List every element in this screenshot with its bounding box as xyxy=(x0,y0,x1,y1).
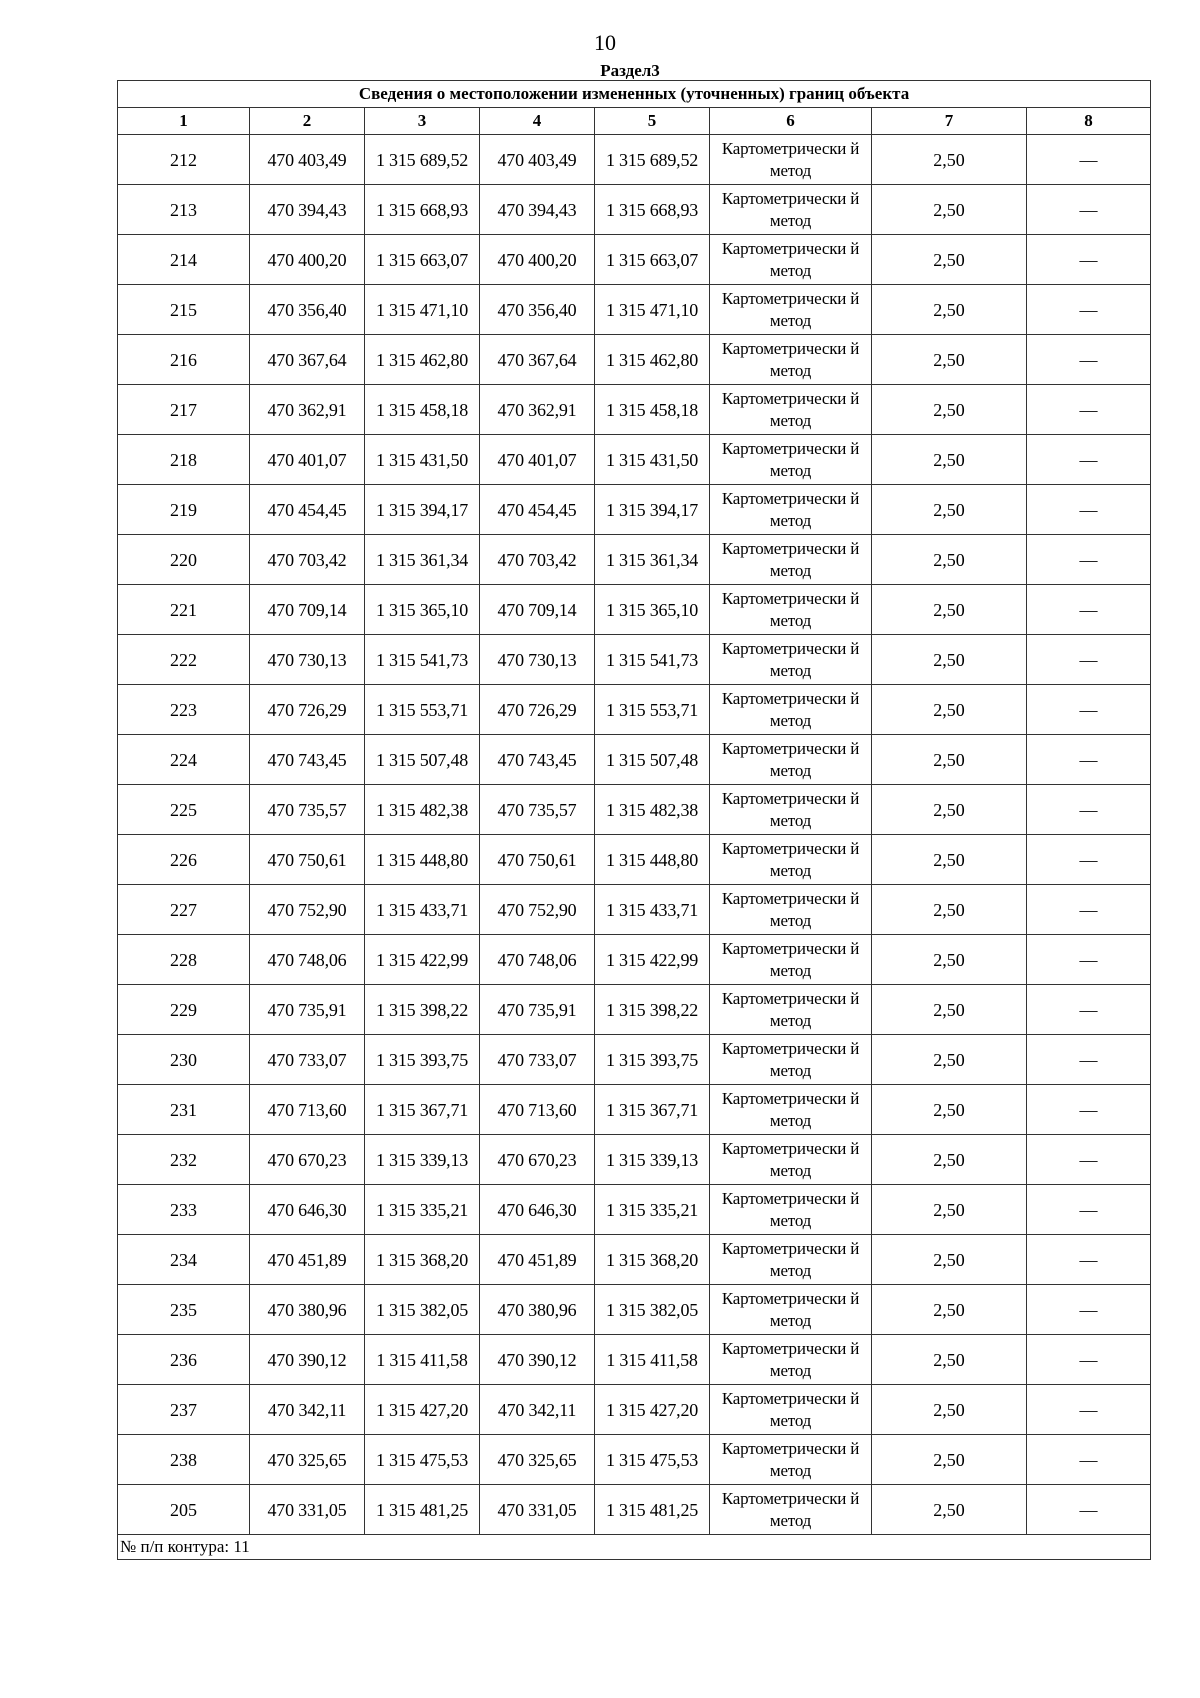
table-row xyxy=(118,435,1151,485)
method-cell: Картометрически й метод xyxy=(710,735,872,785)
description-cell: — xyxy=(1027,485,1151,535)
contour-number-label: № п/п контура: 11 xyxy=(118,1535,1151,1560)
x-existing-cell: 470 390,12 xyxy=(250,1335,365,1385)
y-existing-cell: 1 315 339,13 xyxy=(365,1135,480,1185)
description-cell: — xyxy=(1027,1235,1151,1285)
description-cell: — xyxy=(1027,685,1151,735)
x-new-cell: 470 394,43 xyxy=(480,185,595,235)
method-cell: Картометрически й метод xyxy=(710,1385,872,1435)
accuracy-cell: 2,50 xyxy=(872,835,1027,885)
x-new-cell: 470 735,57 xyxy=(480,785,595,835)
y-existing-cell: 1 315 335,21 xyxy=(365,1185,480,1235)
method-cell: Картометрически й метод xyxy=(710,1135,872,1185)
accuracy-cell: 2,50 xyxy=(872,1035,1027,1085)
point-number-cell: 235 xyxy=(118,1285,250,1335)
description-cell: — xyxy=(1027,135,1151,185)
x-existing-cell: 470 750,61 xyxy=(250,835,365,885)
description-cell: — xyxy=(1027,1085,1151,1135)
point-number-cell: 221 xyxy=(118,585,250,635)
point-number-cell: 231 xyxy=(118,1085,250,1135)
description-cell: — xyxy=(1027,1035,1151,1085)
y-new-cell: 1 315 471,10 xyxy=(595,285,710,335)
accuracy-cell: 2,50 xyxy=(872,1335,1027,1385)
point-number-cell: 217 xyxy=(118,385,250,435)
x-existing-cell: 470 646,30 xyxy=(250,1185,365,1235)
y-new-cell: 1 315 361,34 xyxy=(595,535,710,585)
description-cell: — xyxy=(1027,235,1151,285)
x-new-cell: 470 454,45 xyxy=(480,485,595,535)
y-existing-cell: 1 315 393,75 xyxy=(365,1035,480,1085)
x-existing-cell: 470 400,20 xyxy=(250,235,365,285)
y-existing-cell: 1 315 481,25 xyxy=(365,1485,480,1535)
x-new-cell: 470 331,05 xyxy=(480,1485,595,1535)
table-header-row xyxy=(118,108,1151,135)
table-row xyxy=(118,535,1151,585)
table-row xyxy=(118,1335,1151,1385)
y-existing-cell: 1 315 368,20 xyxy=(365,1235,480,1285)
x-existing-cell: 470 401,07 xyxy=(250,435,365,485)
point-number-cell: 230 xyxy=(118,1035,250,1085)
table-row xyxy=(118,385,1151,435)
description-cell: — xyxy=(1027,885,1151,935)
point-number-cell: 216 xyxy=(118,335,250,385)
accuracy-cell: 2,50 xyxy=(872,485,1027,535)
x-new-cell: 470 709,14 xyxy=(480,585,595,635)
x-existing-cell: 470 367,64 xyxy=(250,335,365,385)
accuracy-cell: 2,50 xyxy=(872,1085,1027,1135)
x-existing-cell: 470 752,90 xyxy=(250,885,365,935)
method-cell: Картометрически й метод xyxy=(710,1035,872,1085)
method-cell: Картометрически й метод xyxy=(710,485,872,535)
method-cell: Картометрически й метод xyxy=(710,135,872,185)
accuracy-cell: 2,50 xyxy=(872,585,1027,635)
description-cell: — xyxy=(1027,1385,1151,1435)
x-existing-cell: 470 403,49 xyxy=(250,135,365,185)
x-new-cell: 470 748,06 xyxy=(480,935,595,985)
y-new-cell: 1 315 431,50 xyxy=(595,435,710,485)
method-cell: Картометрически й метод xyxy=(710,1335,872,1385)
table-row xyxy=(118,885,1151,935)
method-cell: Картометрически й метод xyxy=(710,685,872,735)
x-existing-cell: 470 735,91 xyxy=(250,985,365,1035)
x-new-cell: 470 342,11 xyxy=(480,1385,595,1435)
accuracy-cell: 2,50 xyxy=(872,1135,1027,1185)
table-title-row xyxy=(118,81,1151,108)
table-row xyxy=(118,1085,1151,1135)
y-new-cell: 1 315 482,38 xyxy=(595,785,710,835)
y-existing-cell: 1 315 541,73 xyxy=(365,635,480,685)
method-cell: Картометрически й метод xyxy=(710,335,872,385)
y-existing-cell: 1 315 471,10 xyxy=(365,285,480,335)
x-existing-cell: 470 748,06 xyxy=(250,935,365,985)
y-new-cell: 1 315 481,25 xyxy=(595,1485,710,1535)
accuracy-cell: 2,50 xyxy=(872,1285,1027,1335)
x-new-cell: 470 750,61 xyxy=(480,835,595,885)
method-cell: Картометрически й метод xyxy=(710,785,872,835)
y-existing-cell: 1 315 689,52 xyxy=(365,135,480,185)
table-row xyxy=(118,1485,1151,1535)
y-new-cell: 1 315 398,22 xyxy=(595,985,710,1035)
y-existing-cell: 1 315 398,22 xyxy=(365,985,480,1035)
y-existing-cell: 1 315 411,58 xyxy=(365,1335,480,1385)
method-cell: Картометрически й метод xyxy=(710,1485,872,1535)
y-new-cell: 1 315 433,71 xyxy=(595,885,710,935)
x-existing-cell: 470 735,57 xyxy=(250,785,365,835)
column-header: 8 xyxy=(1027,108,1151,135)
point-number-cell: 225 xyxy=(118,785,250,835)
point-number-cell: 215 xyxy=(118,285,250,335)
y-new-cell: 1 315 448,80 xyxy=(595,835,710,885)
description-cell: — xyxy=(1027,1185,1151,1235)
method-cell: Картометрически й метод xyxy=(710,1285,872,1335)
x-new-cell: 470 325,65 xyxy=(480,1435,595,1485)
y-existing-cell: 1 315 553,71 xyxy=(365,685,480,735)
accuracy-cell: 2,50 xyxy=(872,1235,1027,1285)
accuracy-cell: 2,50 xyxy=(872,685,1027,735)
y-new-cell: 1 315 365,10 xyxy=(595,585,710,635)
y-new-cell: 1 315 368,20 xyxy=(595,1235,710,1285)
y-existing-cell: 1 315 482,38 xyxy=(365,785,480,835)
y-new-cell: 1 315 553,71 xyxy=(595,685,710,735)
x-existing-cell: 470 703,42 xyxy=(250,535,365,585)
x-new-cell: 470 367,64 xyxy=(480,335,595,385)
x-existing-cell: 470 743,45 xyxy=(250,735,365,785)
point-number-cell: 234 xyxy=(118,1235,250,1285)
description-cell: — xyxy=(1027,1285,1151,1335)
point-number-cell: 213 xyxy=(118,185,250,235)
point-number-cell: 218 xyxy=(118,435,250,485)
column-header: 5 xyxy=(595,108,710,135)
y-new-cell: 1 315 462,80 xyxy=(595,335,710,385)
column-header: 1 xyxy=(118,108,250,135)
y-existing-cell: 1 315 382,05 xyxy=(365,1285,480,1335)
method-cell: Картометрически й метод xyxy=(710,885,872,935)
y-new-cell: 1 315 382,05 xyxy=(595,1285,710,1335)
accuracy-cell: 2,50 xyxy=(872,285,1027,335)
description-cell: — xyxy=(1027,935,1151,985)
description-cell: — xyxy=(1027,635,1151,685)
point-number-cell: 223 xyxy=(118,685,250,735)
y-new-cell: 1 315 507,48 xyxy=(595,735,710,785)
x-new-cell: 470 362,91 xyxy=(480,385,595,435)
x-new-cell: 470 400,20 xyxy=(480,235,595,285)
x-new-cell: 470 670,23 xyxy=(480,1135,595,1185)
page-number: 10 xyxy=(594,30,616,55)
accuracy-cell: 2,50 xyxy=(872,1485,1027,1535)
accuracy-cell: 2,50 xyxy=(872,385,1027,435)
accuracy-cell: 2,50 xyxy=(872,535,1027,585)
point-number-cell: 219 xyxy=(118,485,250,535)
table-body xyxy=(118,135,1151,1535)
y-existing-cell: 1 315 433,71 xyxy=(365,885,480,935)
accuracy-cell: 2,50 xyxy=(872,335,1027,385)
y-existing-cell: 1 315 462,80 xyxy=(365,335,480,385)
point-number-cell: 236 xyxy=(118,1335,250,1385)
method-cell: Картометрически й метод xyxy=(710,435,872,485)
y-new-cell: 1 315 367,71 xyxy=(595,1085,710,1135)
method-cell: Картометрически й метод xyxy=(710,185,872,235)
method-cell: Картометрически й метод xyxy=(710,235,872,285)
accuracy-cell: 2,50 xyxy=(872,1385,1027,1435)
point-number-cell: 220 xyxy=(118,535,250,585)
column-header: 3 xyxy=(365,108,480,135)
column-header: 4 xyxy=(480,108,595,135)
description-cell: — xyxy=(1027,1135,1151,1185)
point-number-cell: 226 xyxy=(118,835,250,885)
accuracy-cell: 2,50 xyxy=(872,985,1027,1035)
method-cell: Картометрически й метод xyxy=(710,985,872,1035)
table-row xyxy=(118,935,1151,985)
method-cell: Картометрически й метод xyxy=(710,835,872,885)
x-existing-cell: 470 726,29 xyxy=(250,685,365,735)
method-cell: Картометрически й метод xyxy=(710,935,872,985)
table-row xyxy=(118,285,1151,335)
x-new-cell: 470 743,45 xyxy=(480,735,595,785)
accuracy-cell: 2,50 xyxy=(872,135,1027,185)
column-header: 2 xyxy=(250,108,365,135)
description-cell: — xyxy=(1027,1435,1151,1485)
x-new-cell: 470 356,40 xyxy=(480,285,595,335)
method-cell: Картометрически й метод xyxy=(710,635,872,685)
accuracy-cell: 2,50 xyxy=(872,885,1027,935)
section-title: Раздел3 xyxy=(600,61,660,80)
x-existing-cell: 470 733,07 xyxy=(250,1035,365,1085)
y-existing-cell: 1 315 394,17 xyxy=(365,485,480,535)
description-cell: — xyxy=(1027,435,1151,485)
accuracy-cell: 2,50 xyxy=(872,785,1027,835)
point-number-cell: 232 xyxy=(118,1135,250,1185)
table-row xyxy=(118,635,1151,685)
x-existing-cell: 470 451,89 xyxy=(250,1235,365,1285)
y-new-cell: 1 315 475,53 xyxy=(595,1435,710,1485)
description-cell: — xyxy=(1027,285,1151,335)
x-new-cell: 470 726,29 xyxy=(480,685,595,735)
x-existing-cell: 470 380,96 xyxy=(250,1285,365,1335)
table-row xyxy=(118,1435,1151,1485)
x-new-cell: 470 390,12 xyxy=(480,1335,595,1385)
method-cell: Картометрически й метод xyxy=(710,1235,872,1285)
point-number-cell: 227 xyxy=(118,885,250,935)
table-row xyxy=(118,985,1151,1035)
table-row xyxy=(118,1285,1151,1335)
y-existing-cell: 1 315 422,99 xyxy=(365,935,480,985)
accuracy-cell: 2,50 xyxy=(872,435,1027,485)
x-new-cell: 470 703,42 xyxy=(480,535,595,585)
method-cell: Картометрически й метод xyxy=(710,285,872,335)
y-new-cell: 1 315 393,75 xyxy=(595,1035,710,1085)
accuracy-cell: 2,50 xyxy=(872,1435,1027,1485)
point-number-cell: 233 xyxy=(118,1185,250,1235)
description-cell: — xyxy=(1027,335,1151,385)
table-row xyxy=(118,835,1151,885)
y-new-cell: 1 315 339,13 xyxy=(595,1135,710,1185)
y-new-cell: 1 315 668,93 xyxy=(595,185,710,235)
table-row xyxy=(118,1385,1151,1435)
x-existing-cell: 470 331,05 xyxy=(250,1485,365,1535)
table-row xyxy=(118,1235,1151,1285)
y-new-cell: 1 315 458,18 xyxy=(595,385,710,435)
x-existing-cell: 470 713,60 xyxy=(250,1085,365,1135)
y-existing-cell: 1 315 448,80 xyxy=(365,835,480,885)
y-new-cell: 1 315 411,58 xyxy=(595,1335,710,1385)
description-cell: — xyxy=(1027,835,1151,885)
y-existing-cell: 1 315 365,10 xyxy=(365,585,480,635)
y-new-cell: 1 315 394,17 xyxy=(595,485,710,535)
table-row xyxy=(118,335,1151,385)
x-existing-cell: 470 730,13 xyxy=(250,635,365,685)
table-row xyxy=(118,1135,1151,1185)
boundary-coordinates-table xyxy=(117,80,1151,1560)
x-existing-cell: 470 362,91 xyxy=(250,385,365,435)
x-new-cell: 470 713,60 xyxy=(480,1085,595,1135)
method-cell: Картометрически й метод xyxy=(710,585,872,635)
table-row xyxy=(118,735,1151,785)
x-new-cell: 470 401,07 xyxy=(480,435,595,485)
table-row xyxy=(118,185,1151,235)
x-new-cell: 470 733,07 xyxy=(480,1035,595,1085)
description-cell: — xyxy=(1027,735,1151,785)
column-header: 7 xyxy=(872,108,1027,135)
method-cell: Картометрически й метод xyxy=(710,1085,872,1135)
y-existing-cell: 1 315 507,48 xyxy=(365,735,480,785)
y-existing-cell: 1 315 367,71 xyxy=(365,1085,480,1135)
y-existing-cell: 1 315 663,07 xyxy=(365,235,480,285)
x-existing-cell: 470 356,40 xyxy=(250,285,365,335)
point-number-cell: 205 xyxy=(118,1485,250,1535)
x-new-cell: 470 735,91 xyxy=(480,985,595,1035)
table-row xyxy=(118,1035,1151,1085)
point-number-cell: 237 xyxy=(118,1385,250,1435)
x-existing-cell: 470 670,23 xyxy=(250,1135,365,1185)
table-row xyxy=(118,235,1151,285)
y-new-cell: 1 315 422,99 xyxy=(595,935,710,985)
x-existing-cell: 470 325,65 xyxy=(250,1435,365,1485)
point-number-cell: 238 xyxy=(118,1435,250,1485)
point-number-cell: 224 xyxy=(118,735,250,785)
x-existing-cell: 470 709,14 xyxy=(250,585,365,635)
table-row xyxy=(118,685,1151,735)
method-cell: Картометрически й метод xyxy=(710,1435,872,1485)
method-cell: Картометрически й метод xyxy=(710,1185,872,1235)
accuracy-cell: 2,50 xyxy=(872,185,1027,235)
description-cell: — xyxy=(1027,1485,1151,1535)
point-number-cell: 229 xyxy=(118,985,250,1035)
description-cell: — xyxy=(1027,1335,1151,1385)
description-cell: — xyxy=(1027,585,1151,635)
table-row xyxy=(118,585,1151,635)
table-row xyxy=(118,1185,1151,1235)
description-cell: — xyxy=(1027,785,1151,835)
accuracy-cell: 2,50 xyxy=(872,635,1027,685)
description-cell: — xyxy=(1027,185,1151,235)
y-new-cell: 1 315 427,20 xyxy=(595,1385,710,1435)
x-existing-cell: 470 394,43 xyxy=(250,185,365,235)
table-row xyxy=(118,785,1151,835)
y-existing-cell: 1 315 431,50 xyxy=(365,435,480,485)
method-cell: Картометрически й метод xyxy=(710,535,872,585)
x-new-cell: 470 380,96 xyxy=(480,1285,595,1335)
point-number-cell: 214 xyxy=(118,235,250,285)
table-row xyxy=(118,485,1151,535)
point-number-cell: 222 xyxy=(118,635,250,685)
point-number-cell: 228 xyxy=(118,935,250,985)
table-footer-row xyxy=(118,1535,1151,1560)
description-cell: — xyxy=(1027,535,1151,585)
x-new-cell: 470 730,13 xyxy=(480,635,595,685)
x-new-cell: 470 646,30 xyxy=(480,1185,595,1235)
column-header: 6 xyxy=(710,108,872,135)
y-existing-cell: 1 315 361,34 xyxy=(365,535,480,585)
y-existing-cell: 1 315 458,18 xyxy=(365,385,480,435)
table-row xyxy=(118,135,1151,185)
table-title: Сведения о местоположении измененных (уточненных) границ объекта xyxy=(118,81,1151,108)
x-existing-cell: 470 454,45 xyxy=(250,485,365,535)
y-existing-cell: 1 315 475,53 xyxy=(365,1435,480,1485)
y-existing-cell: 1 315 427,20 xyxy=(365,1385,480,1435)
point-number-cell: 212 xyxy=(118,135,250,185)
description-cell: — xyxy=(1027,985,1151,1035)
y-new-cell: 1 315 689,52 xyxy=(595,135,710,185)
y-existing-cell: 1 315 668,93 xyxy=(365,185,480,235)
method-cell: Картометрически й метод xyxy=(710,385,872,435)
y-new-cell: 1 315 335,21 xyxy=(595,1185,710,1235)
accuracy-cell: 2,50 xyxy=(872,1185,1027,1235)
x-new-cell: 470 403,49 xyxy=(480,135,595,185)
y-new-cell: 1 315 663,07 xyxy=(595,235,710,285)
x-new-cell: 470 752,90 xyxy=(480,885,595,935)
accuracy-cell: 2,50 xyxy=(872,935,1027,985)
accuracy-cell: 2,50 xyxy=(872,735,1027,785)
x-new-cell: 470 451,89 xyxy=(480,1235,595,1285)
x-existing-cell: 470 342,11 xyxy=(250,1385,365,1435)
accuracy-cell: 2,50 xyxy=(872,235,1027,285)
y-new-cell: 1 315 541,73 xyxy=(595,635,710,685)
description-cell: — xyxy=(1027,385,1151,435)
